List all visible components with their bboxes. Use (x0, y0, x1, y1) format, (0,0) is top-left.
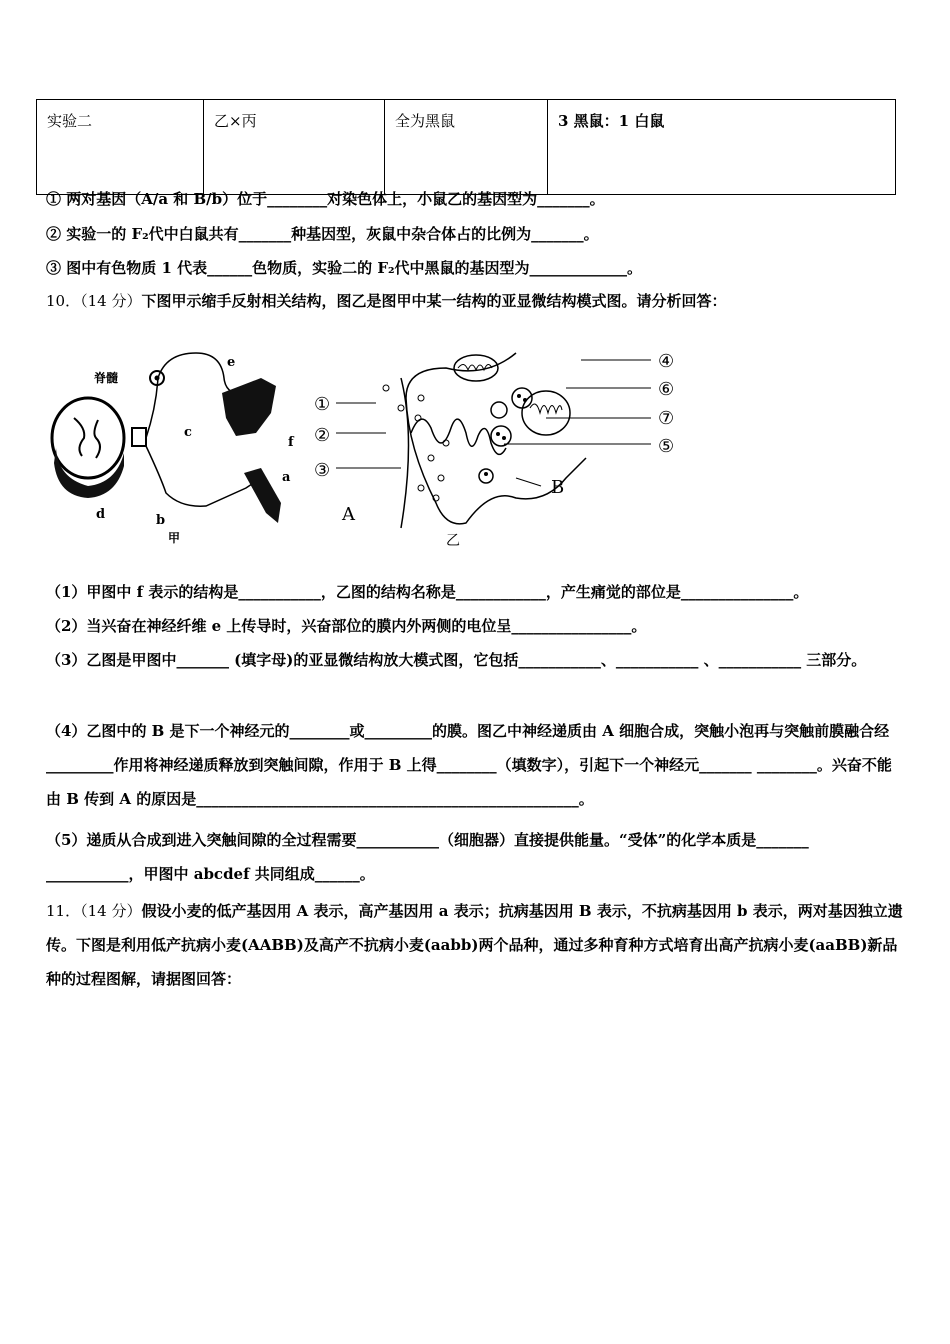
q10-part-3: （3）乙图是甲图中_______ (填字母)的亚显微结构放大模式图，它包括___________、___________ 、___________ 三部分。 (46, 651, 867, 669)
subquestion-3: ③ 图中有色物质 1 代表______色物质，实验二的 F₂代中黑鼠的基因型为_____________。 (46, 259, 643, 277)
figure-jia (52, 353, 295, 545)
label-circle-3: ③ (314, 460, 331, 481)
question-11-stem (46, 894, 904, 996)
label-jia: 甲 (168, 531, 181, 545)
label-spinal-cord: 脊髓 (94, 371, 119, 385)
q10-part-4: （4）乙图中的 B 是下一个神经元的________或_________的膜。图乙中神经递质由 A 细胞合成，突触小泡再与突触前膜融合经_________作用将神经递质释放到突触间隙，作用于 B 上得________（填数字），引起下一个神经元_______ ________。兴奋不能由 B 传到 A 的原因是___________________________________________________。 (46, 722, 892, 808)
label-circle-6: ⑥ (658, 379, 675, 400)
label-B: B (551, 477, 565, 498)
question-text: 下图甲示缩手反射相关结构，图乙是图甲中某一结构的亚显微结构模式图。请分析回答： (141, 292, 727, 310)
label-circle-7: ⑦ (658, 408, 675, 429)
label-e: e (227, 355, 236, 370)
table-row (37, 100, 896, 195)
table-cell: 实验二 (37, 100, 204, 195)
q10-part-5: （5）递质从合成到进入突触间隙的全过程需要___________（细胞器）直接提供能量。“受体”的化学本质是_______ ___________，甲图中 abcdef 共同组成______。 (46, 831, 809, 883)
question-number: 10．（14 分） (46, 292, 142, 310)
q10-part-2: （2）当兴奋在神经纤维 e 上传导时，兴奋部位的膜内外两侧的电位呈________________。 (46, 617, 647, 635)
q10-part-1: （1）甲图中 f 表示的结构是___________，乙图的结构名称是____________，产生痛觉的部位是_______________。 (46, 583, 809, 601)
question-text: 假设小麦的低产基因用 A 表示，高产基因用 a 表示；抗病基因用 B 表示，不抗病基因用 b 表示，两对基因独立遗传。下图是利用低产抗病小麦(AABB)及高产不抗病小麦(aabb)两个品种，通过多种育种方式培育出高产抗病小麦(aaBB)新品种的过程图解，请据图回答： (46, 902, 903, 988)
label-circle-5: ⑤ (658, 436, 675, 457)
experiment-table (36, 99, 896, 195)
reflex-synapse-figure (46, 338, 706, 553)
figure-yi (314, 351, 674, 549)
label-yi: 乙 (446, 533, 460, 549)
label-circle-2: ② (314, 425, 331, 446)
label-circle-1: ① (314, 394, 331, 415)
table-cell: 3 黑鼠：1 白鼠 (548, 100, 896, 195)
label-f: f (288, 435, 294, 450)
table-cell: 全为黑鼠 (385, 100, 548, 195)
label-b: b (156, 513, 166, 528)
label-d: d (96, 507, 106, 522)
label-a: a (282, 470, 291, 485)
label-circle-4: ④ (658, 351, 675, 372)
label-A: A (342, 504, 355, 525)
subquestion-2: ② 实验一的 F₂代中白鼠共有_______种基因型，灰鼠中杂合体占的比例为_______。 (46, 225, 599, 243)
label-c: c (184, 425, 192, 440)
question-number: 11．（14 分） (46, 902, 142, 920)
table-cell: 乙×丙 (204, 100, 385, 195)
subquestion-1: ① 两对基因（A/a 和 B/b）位于________对染色体上，小鼠乙的基因型为_______。 (46, 190, 605, 208)
question-10-stem (46, 284, 904, 318)
